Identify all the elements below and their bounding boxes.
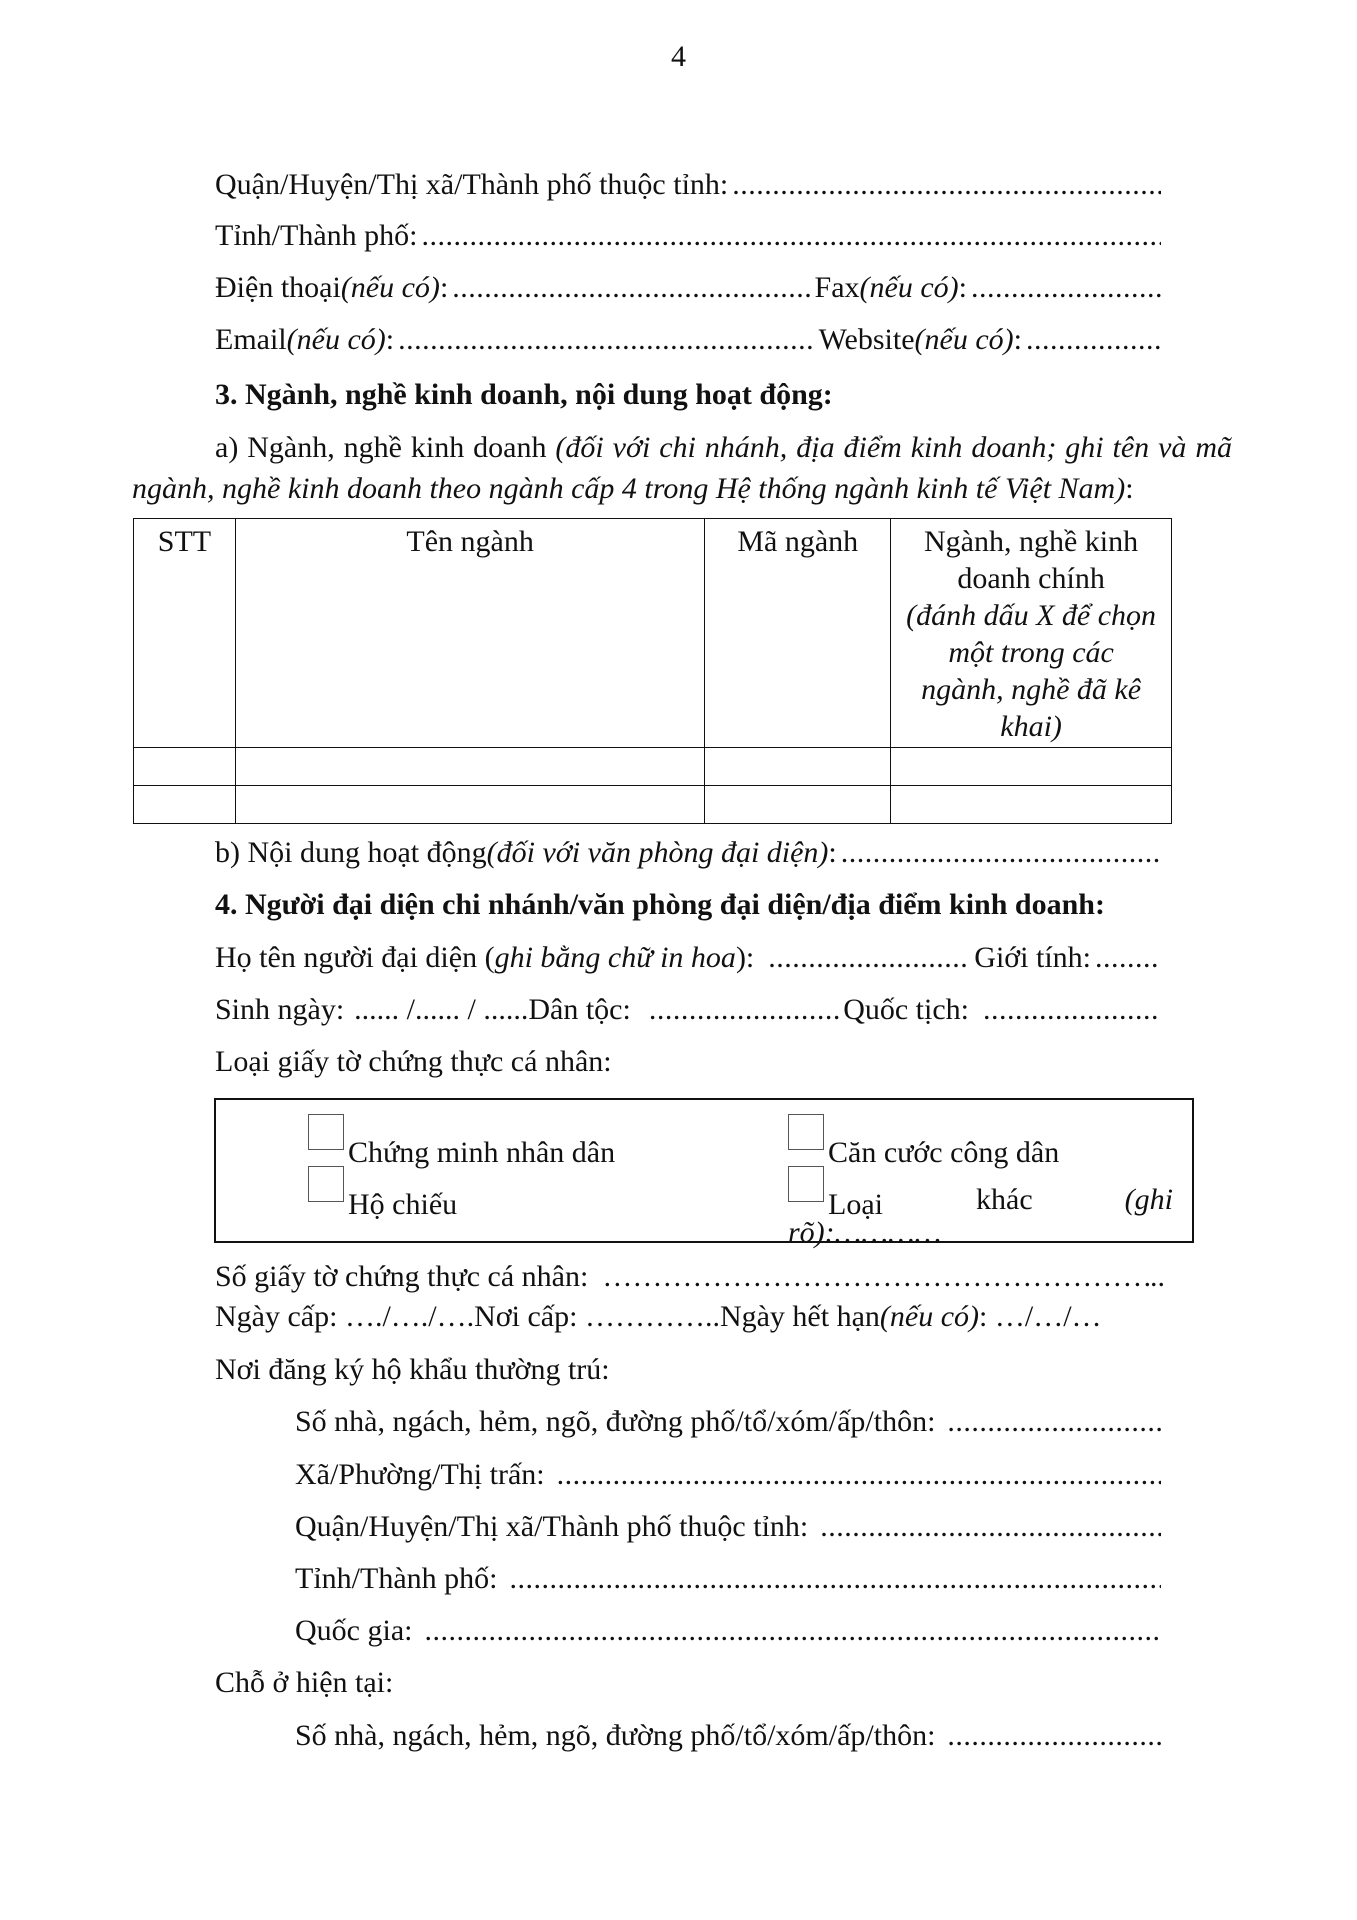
id-number-line: Số giấy tờ chứng thực cá nhân: ………………………………………………………………………………………………………………………… .. <box>215 1257 1165 1297</box>
perm-street-label: Số nhà, ngách, hẻm, ngõ, đường phố/tổ/xóm/ấp/thôn: <box>295 1405 936 1438</box>
section3b-line: b) Nội dung hoạt động (đối với văn phòng đại diện) : ..... <box>215 833 1165 873</box>
option-other-note-a: (ghi <box>1124 1183 1173 1216</box>
perm-district-line <box>295 1507 1165 1547</box>
fax-label: Fax <box>814 271 860 304</box>
perm-country-label: Quốc gia: <box>295 1614 413 1647</box>
cell[interactable] <box>235 786 704 824</box>
province-label: Tỉnh/Thành phố: <box>215 219 418 252</box>
nationality-field[interactable] <box>983 990 1161 1030</box>
issue-label: Ngày cấp: …./…./….Nơi cấp: …………..Ngày hết hạn <box>215 1300 880 1333</box>
email-note: (nếu có) <box>286 323 386 356</box>
checkbox-icon[interactable] <box>788 1114 824 1150</box>
province-field[interactable] <box>421 216 1161 256</box>
activity-field[interactable] <box>841 833 1161 873</box>
cell[interactable] <box>134 748 236 786</box>
cell[interactable] <box>134 786 236 824</box>
name-note: ghi bằng chữ in hoa <box>494 941 736 974</box>
col-name: Tên ngành <box>235 519 704 748</box>
checkbox-icon[interactable] <box>308 1114 344 1150</box>
cell[interactable] <box>235 748 704 786</box>
email-field[interactable] <box>398 320 815 360</box>
col-main-note: (đánh dấu X để chọn một trong các ngành, nghề đã kê khai) <box>906 599 1157 743</box>
col-stt: STT <box>134 519 236 748</box>
phone-field[interactable] <box>452 268 810 308</box>
email-web-line: Email (nếu có) : ..... Website (nếu có) : ..... <box>215 320 1165 360</box>
website-field[interactable] <box>1026 320 1161 360</box>
phone-fax-line: Điện thoại (nếu có) : ..... Fax (nếu có) : ..... <box>215 268 1165 308</box>
section3-heading: 3. Ngành, nghề kinh doanh, nội dung hoạt động: <box>215 378 833 411</box>
col-main <box>891 519 1172 748</box>
dob-label: Sinh ngày: <box>215 993 345 1026</box>
business-lines-table <box>133 518 1172 824</box>
nationality-label: Quốc tịch: <box>843 993 969 1026</box>
perm-province-line <box>295 1559 1165 1599</box>
option-passport-label: Hộ chiếu <box>348 1188 458 1221</box>
checkbox-icon[interactable] <box>788 1166 824 1202</box>
table-row <box>134 786 1172 824</box>
section3b-prefix: b) Nội dung hoạt động <box>215 836 487 869</box>
gender-field[interactable] <box>1095 938 1161 978</box>
current-street-label: Số nhà, ngách, hẻm, ngõ, đường phố/tổ/xóm/ấp/thôn: <box>295 1719 936 1752</box>
province-line <box>215 216 1165 256</box>
perm-district-label: Quận/Huyện/Thị xã/Thành phố thuộc tỉnh: <box>295 1510 809 1543</box>
table-row <box>134 748 1172 786</box>
gender-label: Giới tính: <box>974 941 1091 974</box>
option-cmnd[interactable] <box>308 1128 615 1173</box>
perm-province-field[interactable] <box>509 1559 1161 1599</box>
id-type-label: Loại giấy tờ chứng thực cá nhân: <box>215 1045 612 1078</box>
option-cccd[interactable] <box>788 1128 1059 1173</box>
dob-field[interactable]: ...... /...... / ...... <box>354 993 529 1026</box>
checkbox-icon[interactable] <box>308 1166 344 1202</box>
col-code: Mã ngành <box>705 519 891 748</box>
cell[interactable] <box>891 786 1172 824</box>
current-street-field[interactable] <box>947 1716 1161 1756</box>
section3a-note: (đối với chi nhánh, địa điểm kinh doanh; ghi tên và mã ngành, nghề kinh doanh theo ngành cấp 4 trong Hệ thống ngành kinh tế Việt Nam) <box>132 431 1232 505</box>
website-note: (nếu có) <box>914 323 1014 356</box>
table-header <box>134 519 1172 748</box>
page-number: 4 <box>671 40 686 73</box>
option-cccd-label: Căn cước công dân <box>828 1136 1060 1169</box>
id-number-field[interactable] <box>602 1257 1150 1297</box>
option-passport[interactable] <box>308 1180 457 1225</box>
district-line <box>215 165 1165 205</box>
section4-heading: 4. Người đại diện chi nhánh/văn phòng đại diện/địa điểm kinh doanh: <box>215 888 1105 921</box>
district-label: Quận/Huyện/Thị xã/Thành phố thuộc tỉnh: <box>215 168 729 201</box>
id-type-box <box>214 1098 1194 1249</box>
fax-note: (nếu có) <box>859 271 959 304</box>
name-label: Họ tên người đại diện ( <box>215 941 495 974</box>
ethnic-field[interactable] <box>649 990 839 1030</box>
perm-street-line <box>295 1402 1165 1442</box>
permanent-label: Nơi đăng ký hộ khẩu thường trú: <box>215 1353 610 1386</box>
option-other-label-a: Loại <box>828 1188 883 1221</box>
perm-district-field[interactable] <box>820 1507 1161 1547</box>
name-field[interactable] <box>768 938 970 978</box>
cell[interactable] <box>891 748 1172 786</box>
current-street-line <box>295 1716 1165 1756</box>
section3b-note: (đối với văn phòng đại diện) <box>486 836 829 869</box>
website-label: Website <box>818 323 915 356</box>
section3a-paragraph: a) Ngành, nghề kinh doanh (đối với chi nhánh, địa điểm kinh doanh; ghi tên và mã ngành, nghề kinh doanh theo ngành cấp 4 trong Hệ thống ngành kinh tế Việt Nam): <box>132 431 1232 505</box>
col-main-label: Ngành, nghề kinh doanh chính <box>924 525 1139 595</box>
perm-ward-field[interactable] <box>557 1455 1161 1495</box>
option-other-note-text: rõ):………… <box>788 1216 942 1249</box>
ethnic-label: Dân tộc: <box>528 993 631 1026</box>
cell[interactable] <box>705 786 891 824</box>
fax-field[interactable] <box>971 268 1161 308</box>
perm-street-field[interactable] <box>947 1402 1161 1442</box>
perm-ward-label: Xã/Phường/Thị trấn: <box>295 1458 545 1491</box>
perm-province-label: Tỉnh/Thành phố: <box>295 1562 498 1595</box>
perm-country-field[interactable] <box>424 1611 1161 1651</box>
phone-label: Điện thoại <box>215 271 341 304</box>
option-other-note-b <box>788 1213 941 1253</box>
perm-ward-line <box>295 1455 1165 1495</box>
current-label: Chỗ ở hiện tại: <box>215 1666 394 1699</box>
phone-note: (nếu có) <box>340 271 440 304</box>
expiry-field[interactable]: : …/…/… <box>979 1300 1102 1333</box>
id-number-label: Số giấy tờ chứng thực cá nhân: <box>215 1260 589 1293</box>
email-label: Email <box>215 323 287 356</box>
issue-line <box>215 1297 1190 1337</box>
cell[interactable] <box>705 748 891 786</box>
option-cmnd-label: Chứng minh nhân dân <box>348 1136 616 1169</box>
perm-country-line <box>295 1611 1165 1651</box>
name-line: Họ tên người đại diện ( ghi bằng chữ in hoa ): ..... Giới tính: ..... <box>215 938 1165 978</box>
dob-line <box>215 990 1165 1030</box>
option-other-label-b: khác <box>976 1183 1033 1216</box>
district-field[interactable] <box>732 165 1161 205</box>
expiry-note: (nếu có) <box>879 1300 980 1333</box>
section3a-prefix: a) Ngành, nghề kinh doanh <box>215 431 556 464</box>
